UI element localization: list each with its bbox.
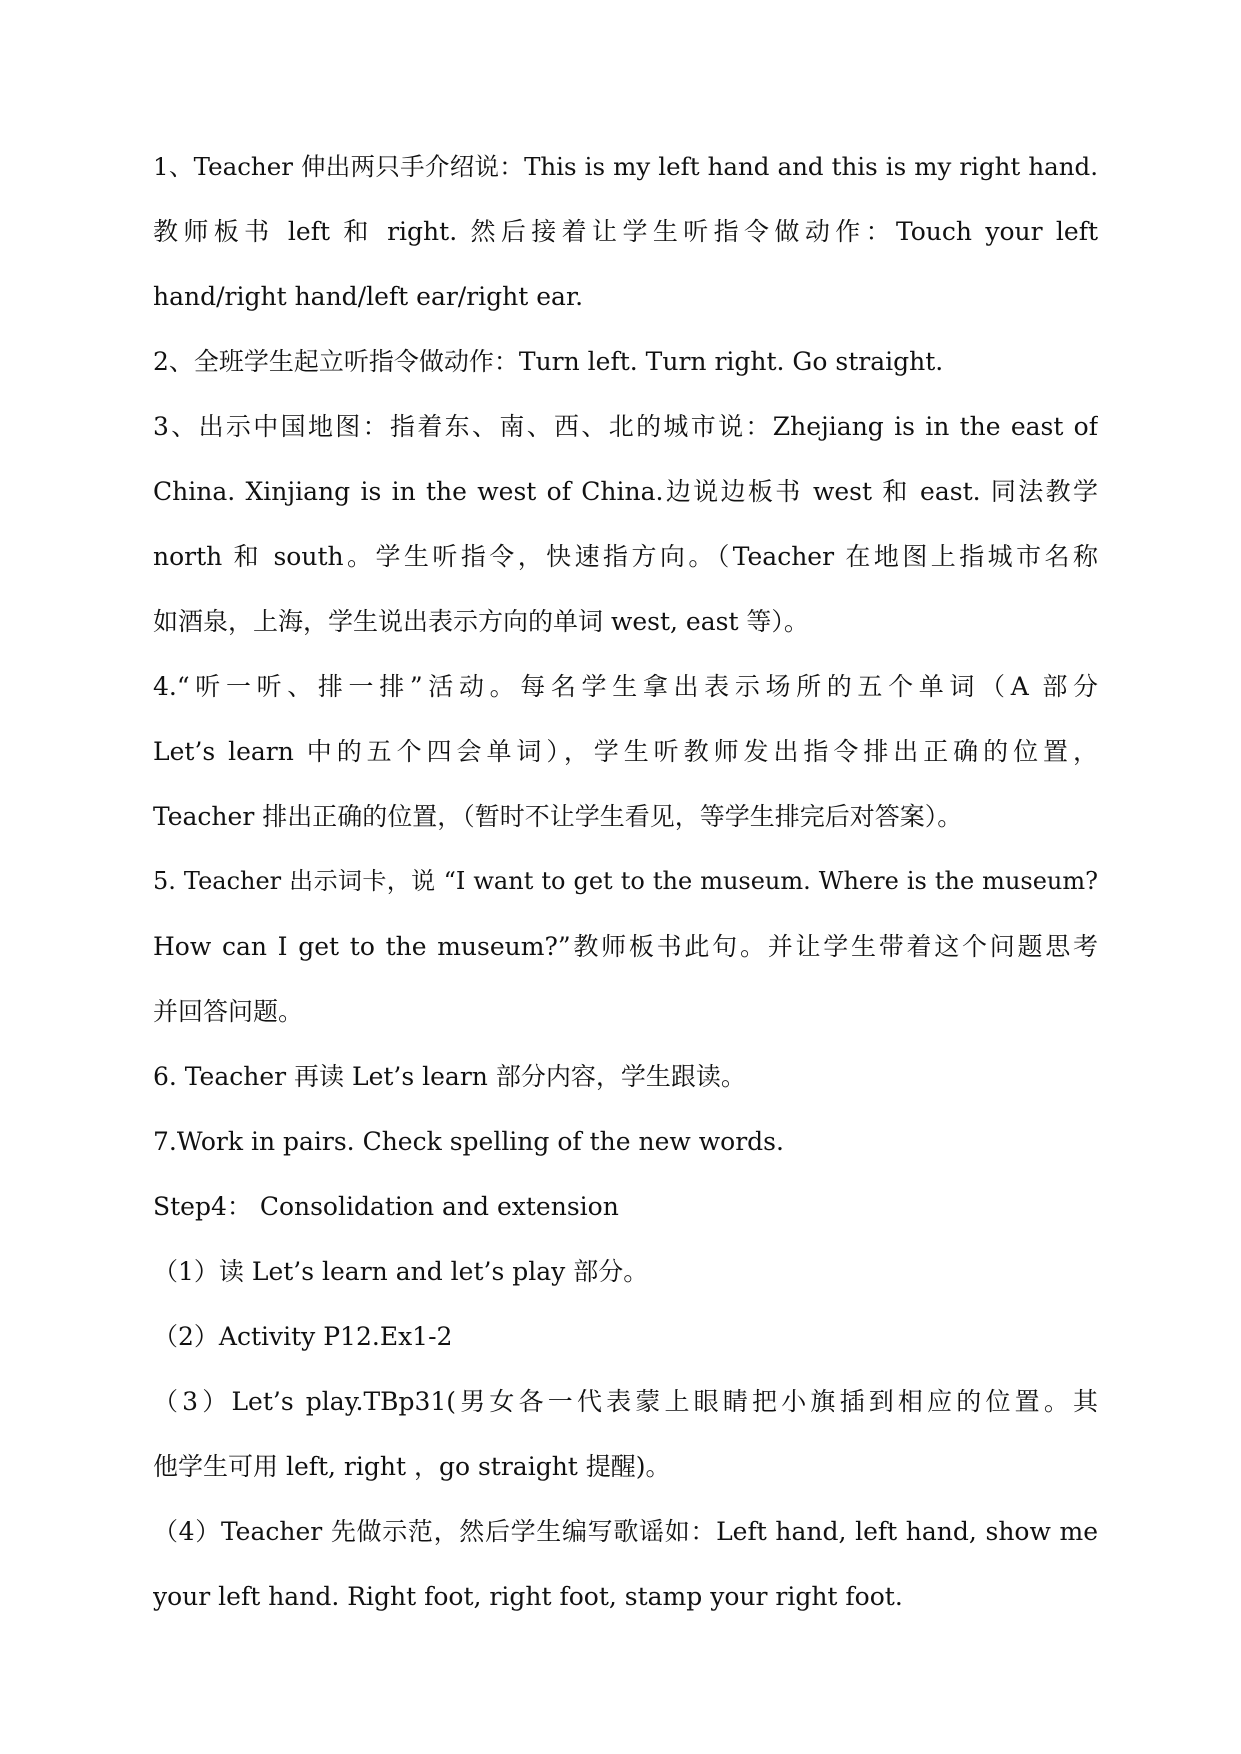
text-line-1: 1、Teacher 伸出两只手介绍说：This is my left hand and this is my right hand. [153, 152, 1098, 181]
text-line-14: 并回答问题。 [153, 997, 304, 1026]
text-line-7: north 和 south。学生听指令，快速指方向。（Teacher 在地图上指城市名称 [153, 542, 1098, 571]
text-line-18: （1）读 Let’s learn and let’s play 部分。 [153, 1257, 649, 1286]
section-heading-step4: Step4： Consolidation and extension [153, 1192, 619, 1221]
text-line-21: 他学生可用 left, right ，go straight 提醒)。 [153, 1452, 671, 1481]
document-body [153, 134, 1098, 1629]
text-line-11: Teacher 排出正确的位置，（暂时不让学生看见，等学生排完后对答案）。 [153, 802, 963, 831]
text-line-20: （3）Let’s play.TBp31(男女各一代表蒙上眼睛把小旗插到相应的位置。其 [153, 1387, 1098, 1416]
text-line-4: 2、全班学生起立听指令做动作：Turn left. Turn right. Go straight. [153, 347, 944, 376]
text-line-6: China. Xinjiang is in the west of China.边说边板书 west 和 east. 同法教学 [153, 477, 1098, 506]
text-line-3: hand/right hand/left ear/right ear. [153, 282, 584, 311]
text-line-12: 5. Teacher 出示词卡，说 “I want to get to the museum. Where is the museum? [153, 867, 1098, 895]
text-line-23: your left hand. Right foot, right foot, stamp your right foot. [153, 1582, 903, 1611]
text-line-13: How can I get to the museum?”教师板书此句。并让学生带着这个问题思考 [153, 932, 1098, 961]
text-line-2: 教师板书 left 和 right. 然后接着让学生听指令做动作：Touch your left [153, 217, 1098, 246]
text-line-5: 3、出示中国地图：指着东、南、西、北的城市说：Zhejiang is in the east of [153, 412, 1098, 441]
text-line-9: 4.“听一听、排一排”活动。每名学生拿出表示场所的五个单词（A 部分 [153, 672, 1098, 701]
text-line-15: 6. Teacher 再读 Let’s learn 部分内容，学生跟读。 [153, 1062, 746, 1091]
text-line-10: Let’s learn 中的五个四会单词），学生听教师发出指令排出正确的位置， [153, 737, 1098, 766]
text-line-8: 如酒泉，上海，学生说出表示方向的单词 west, east 等）。 [153, 607, 809, 636]
text-line-19: （2）Activity P12.Ex1-2 [153, 1322, 453, 1351]
text-line-22: （4）Teacher 先做示范，然后学生编写歌谣如：Left hand, left hand, show me [153, 1517, 1098, 1546]
text-line-16: 7.Work in pairs. Check spelling of the new words. [153, 1127, 784, 1156]
